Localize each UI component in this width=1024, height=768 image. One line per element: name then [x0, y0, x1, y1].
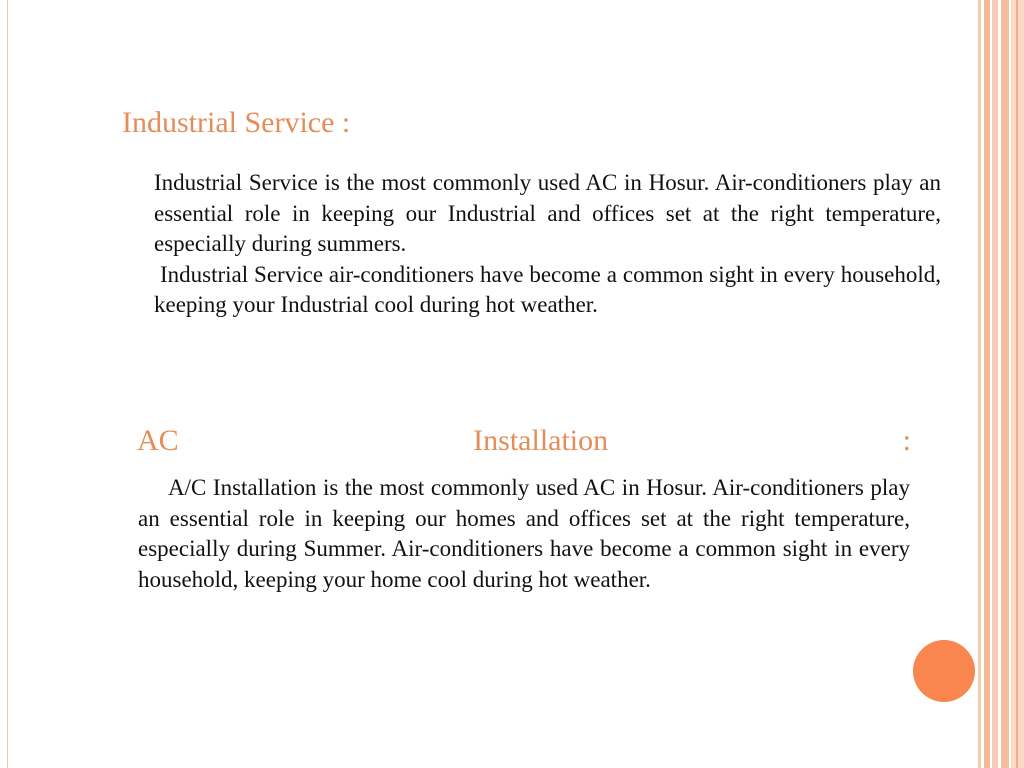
ac-installation-body: [138, 473, 910, 595]
paragraph: Industrial Service air-conditioners have become a common sight in every household, keeping your Industrial cool during hot weather.: [154, 261, 941, 317]
decorative-stripe: [984, 0, 990, 768]
paragraph: A/C Installation is the most commonly used AC in Hosur. Air-conditioners play an essential role in keeping our homes and offices set at the right temperature, especially during Summer. Air-conditioners have become a common sight in every household, keeping your home cool during hot weather.: [138, 475, 910, 592]
paragraph: Industrial Service is the most commonly used AC in Hosur. Air-conditioners play an essential role in keeping our Industrial and offices set at the right temperature, especially during summers.: [154, 170, 941, 256]
section-heading-ac-installation: [137, 426, 911, 456]
left-border-line: [7, 0, 8, 768]
industrial-service-body: [154, 168, 941, 321]
heading-word: :: [902, 424, 911, 457]
decorative-stripe: [978, 0, 981, 768]
decorative-stripe: [1001, 0, 1009, 768]
section-heading-industrial-service: Industrial Service :: [122, 106, 351, 139]
accent-circle-icon: [913, 640, 975, 702]
decorative-stripe: [992, 0, 998, 768]
decorative-stripe: [1016, 0, 1018, 768]
heading-word: AC: [137, 424, 179, 457]
heading-word: Installation: [473, 424, 609, 457]
